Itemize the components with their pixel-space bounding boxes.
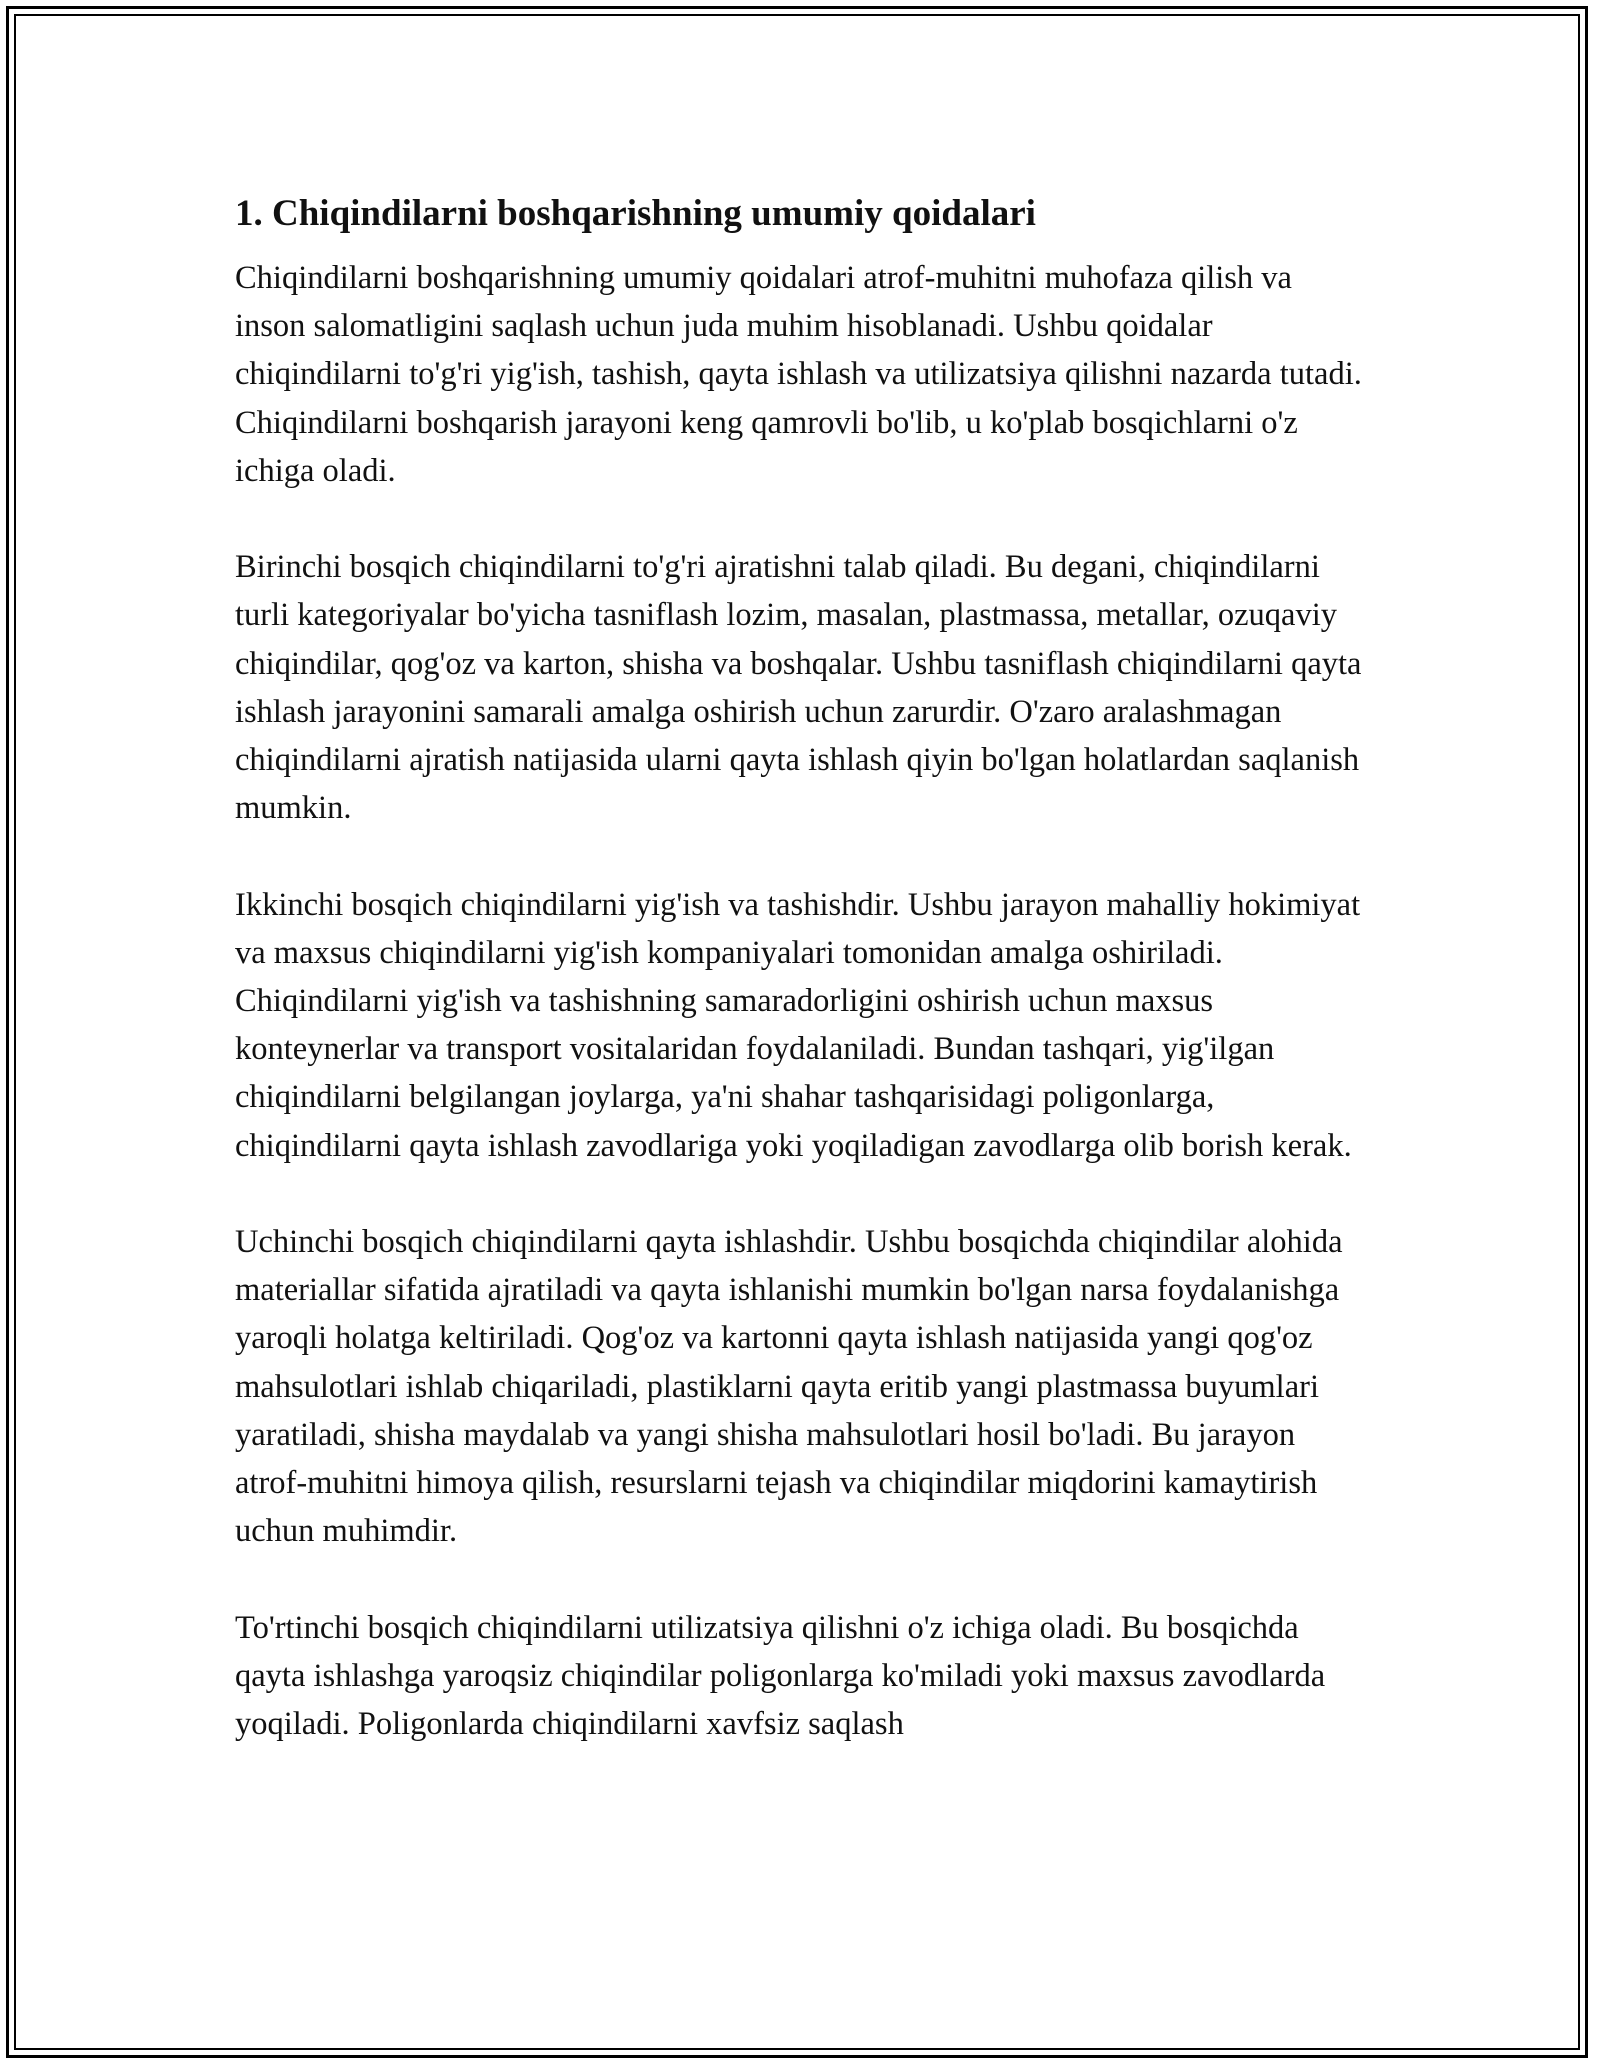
paragraph-stage-four: To'rtinchi bosqich chiqindilarni utilizatsiya qilishni o'z ichiga oladi. Bu bosqichda qayta ishlashga yaroqsiz chiqindilar poligonlarga ko'miladi yoki maxsus zavodlarda yoqiladi. Poligonlarda chiqindilarni xavfsiz saqlash xyxy=(235,1609,1326,1743)
paragraph-stage-two: Ikkinchi bosqich chiqindilarni yig'ish va tashishdir. Ushbu jarayon mahalliy hokimiyat va maxsus chiqindilarni yig'ish kompaniyalari tomonidan amalga oshiriladi. Chiqindilarni yig'ish va tashishning samaradorligini oshirish uchun maxsus konteynerlar va transport vositalaridan foydalaniladi. Bundan tashqari, yig'ilgan chiqindilarni belgilangan joylarga, ya'ni shahar tashqarisidagi poligonlarga, chiqindilarni qayta ishlash zavodlariga yoki yoqiladigan zavodlarga olib borish kerak. xyxy=(235,886,1361,1164)
section-heading: 1. Chiqindilarni boshqarishning umumiy qoidalari xyxy=(235,193,1036,234)
paragraph-stage-three: Uchinchi bosqich chiqindilarni qayta ishlashdir. Ushbu bosqichda chiqindilar alohida materiallar sifatida ajratiladi va qayta ishlanishi mumkin bo'lgan narsa foydalanishga yaroqli holatga keltiriladi. Qog'oz va kartonni qayta ishlash natijasida yangi qog'oz mahsulotlari ishlab chiqariladi, plastiklarni qayta eritib yangi plastmassa buyumlari yaratiladi, shisha maydalab va yangi shisha mahsulotlari hosil bo'ladi. Bu jarayon atrof-muhitni himoya qilish, resurslarni tejash va chiqindilar miqdorini kamaytirish uchun muhimdir. xyxy=(235,1224,1343,1550)
paragraph-stage-one: Birinchi bosqich chiqindilarni to'g'ri ajratishni talab qiladi. Bu degani, chiqindilarni turli kategoriyalar bo'yicha tasniflash lozim, masalan, plastmassa, metallar, ozuqaviy chiqindilar, qog'oz va karton, shisha va boshqalar. Ushbu tasniflash chiqindilarni qayta ishlash jarayonini samarali amalga oshirish uchun zarurdir. O'zaro aralashmagan chiqindilarni ajratish natijasida ularni qayta ishlash qiyin bo'lgan holatlardan saqlanish mumkin. xyxy=(235,549,1362,827)
document-body xyxy=(235,184,1370,1748)
paragraph-intro: Chiqindilarni boshqarishning umumiy qoidalari atrof-muhitni muhofaza qilish va inson salomatligini saqlash uchun juda muhim hisoblanadi. Ushbu qoidalar chiqindilarni to'g'ri yig'ish, tashish, qayta ishlash va utilizatsiya qilishni nazarda tutadi. Chiqindilarni boshqarish jarayoni keng qamrovli bo'lib, u ko'plab bosqichlarni o'z ichiga oladi. xyxy=(235,260,1362,489)
